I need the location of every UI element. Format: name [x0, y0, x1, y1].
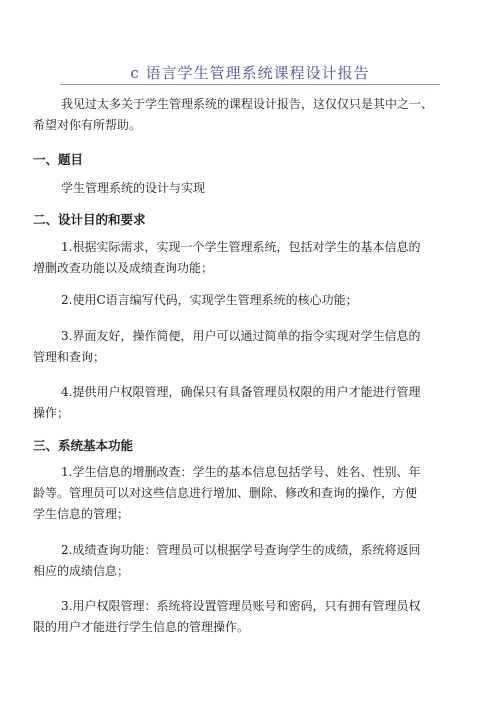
goal-item-4: [33, 382, 461, 424]
goal-item-1: [33, 237, 461, 279]
feature-item-2-line-2: 相应的成绩信息；: [33, 564, 130, 578]
goal-item-3-line-1: 3.界面友好，操作简便，用户可以通过简单的指令实现对学生信息的: [61, 329, 421, 343]
goal-item-4-line-2: 操作；: [33, 406, 70, 420]
feature-item-3: [33, 596, 461, 638]
feature-item-1-line-1: 1.学生信息的增删改查：学生的基本信息包括学号、姓名、性别、年: [61, 465, 421, 479]
section-heading-features: 三、系统基本功能: [33, 438, 134, 453]
goal-item-3-line-2: 管理和查询；: [33, 350, 106, 364]
goal-item-1-line-2: 增删改查功能以及成绩查询功能；: [33, 261, 214, 275]
feature-item-3-line-1: 3.用户权限管理：系统将设置管理员账号和密码，只有拥有管理员权: [61, 599, 421, 613]
feature-item-2-line-1: 2.成绩查询功能：管理员可以根据学号查询学生的成绩，系统将返回: [61, 543, 421, 557]
goal-item-1-line-1: 1.根据实际需求，实现一个学生管理系统，包括对学生的基本信息的: [61, 240, 421, 254]
title-underline: [60, 84, 440, 85]
feature-item-2: [33, 540, 461, 582]
feature-item-1-line-2: 龄等。管理员可以对这些信息进行增加、删除、修改和查询的操作，方便: [33, 486, 418, 500]
feature-item-1-line-3: 学生信息的管理；: [33, 507, 130, 521]
section-heading-goals: 二、设计目的和要求: [33, 212, 146, 227]
goal-item-3: [33, 326, 461, 368]
document-title: c 语言学生管理系统课程设计报告: [130, 64, 370, 82]
intro-paragraph: [33, 94, 461, 136]
goal-item-2: [33, 290, 461, 311]
feature-item-1: [33, 462, 461, 525]
feature-item-3-line-2: 限的用户才能进行学生信息的管理操作。: [33, 620, 250, 634]
intro-line-1: 我见过太多关于学生管理系统的课程设计报告，这仅仅只是其中之一、: [61, 97, 434, 111]
section-topic-body: [33, 178, 461, 199]
intro-line-2: 希望对你有所帮助。: [33, 118, 142, 132]
goal-item-2-line-1: 2.使用C语言编写代码，实现学生管理系统的核心功能；: [61, 293, 358, 307]
section-heading-topic: 一、题目: [33, 152, 84, 167]
goal-item-4-line-1: 4.提供用户权限管理，确保只有具备管理员权限的用户才能进行管理: [61, 385, 421, 399]
topic-text: 学生管理系统的设计与实现: [61, 181, 206, 195]
